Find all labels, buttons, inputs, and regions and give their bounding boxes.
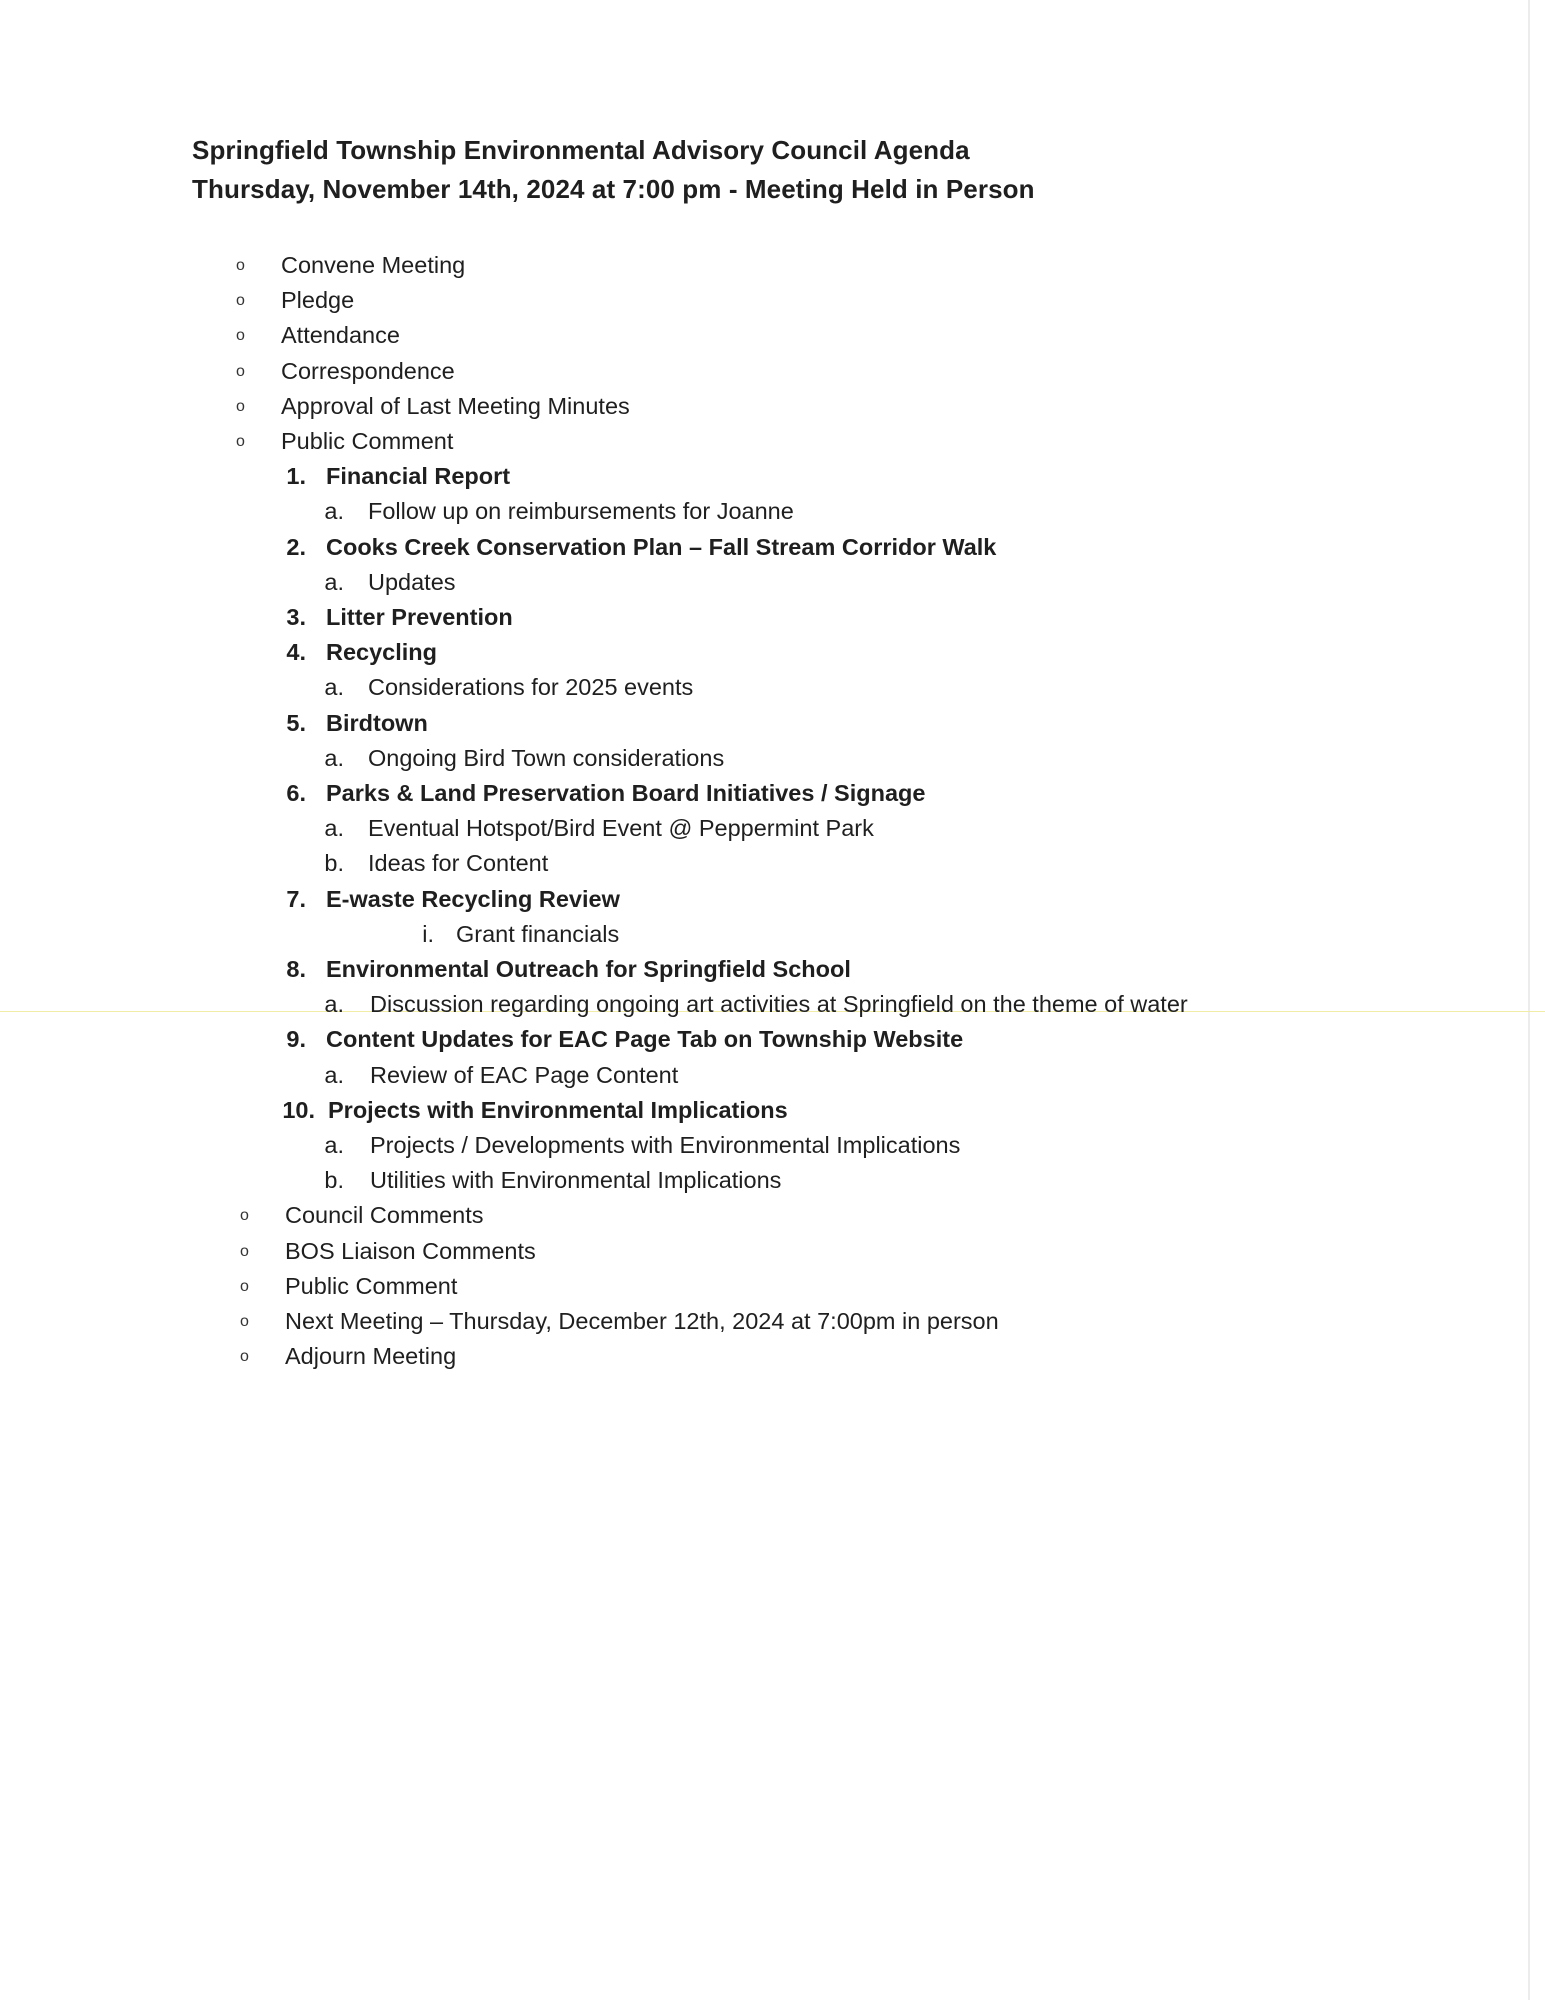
opening-item (0, 424, 1500, 459)
opening-item (0, 354, 1500, 389)
closing-item (0, 1234, 1500, 1269)
agenda-subitem-marker: a. (324, 744, 344, 771)
agenda-item-title: Financial Report (326, 463, 511, 490)
opening-item (0, 283, 1500, 318)
agenda-item (0, 635, 1500, 670)
agenda-item (0, 952, 1500, 987)
agenda-subitem-text: Discussion regarding ongoing art activities at Springfield on the theme of water (370, 991, 1188, 1018)
agenda-subitem-marker: a. (324, 1061, 344, 1088)
agenda-item (0, 600, 1500, 635)
agenda-subitem-text: Follow up on reimbursements for Joanne (368, 498, 794, 525)
opening-item (0, 248, 1500, 283)
closing-item (0, 1339, 1500, 1374)
agenda-item (0, 882, 1500, 917)
agenda-item-title: Litter Prevention (326, 604, 513, 630)
closing-item (0, 1198, 1500, 1233)
opening-item-label: Correspondence (281, 357, 455, 384)
agenda-subitem-text: Review of EAC Page Content (370, 1061, 679, 1088)
bullet-icon: o (240, 1348, 249, 1366)
agenda-subitem (0, 1058, 1500, 1093)
agenda-item-title: Recycling (326, 639, 438, 666)
agenda-subitem (0, 741, 1500, 776)
agenda-item-title: Cooks Creek Conservation Plan – Fall Stream Corridor Walk (326, 533, 997, 560)
closing-item-label: BOS Liaison Comments (285, 1237, 536, 1264)
agenda-item-title: Parks & Land Preservation Board Initiatives / Signage (326, 780, 926, 806)
bullet-icon: o (236, 362, 245, 380)
opening-item (0, 318, 1500, 353)
agenda-item-number: 2. (286, 533, 306, 560)
closing-item-label: Next Meeting – Thursday, December 12th, 2024 at 7:00pm in person (285, 1308, 999, 1334)
agenda-subitem-marker: a. (324, 1132, 344, 1158)
agenda-subitem-text: Updates (368, 568, 456, 595)
agenda-title: Springfield Township Environmental Advisory Council Agenda (192, 135, 970, 165)
agenda-subitem (0, 846, 1500, 881)
opening-item-label: Approval of Last Meeting Minutes (281, 392, 630, 419)
closing-item (0, 1304, 1500, 1339)
agenda-subitem-text: Projects / Developments with Environmental Implications (370, 1132, 961, 1158)
agenda-subitem-text: Eventual Hotspot/Bird Event @ Peppermint Park (368, 815, 874, 842)
agenda-item-title: Content Updates for EAC Page Tab on Township Website (326, 1026, 964, 1053)
agenda-subitem-text: Ongoing Bird Town considerations (368, 744, 725, 771)
agenda-item-number: 3. (286, 604, 306, 630)
bullet-icon: o (236, 397, 245, 415)
bullet-icon: o (236, 292, 245, 310)
agenda-subitem (0, 494, 1500, 529)
agenda-subitem (0, 565, 1500, 600)
meeting-date-line: Thursday, November 14th, 2024 at 7:00 pm - Meeting Held in Person (192, 174, 1035, 204)
bullet-icon: o (240, 1207, 249, 1225)
closing-item-label: Council Comments (285, 1202, 484, 1229)
agenda-item-number: 10. (282, 1096, 315, 1123)
closing-item (0, 1269, 1500, 1304)
bullet-icon: o (236, 433, 245, 450)
agenda-item (0, 1022, 1500, 1057)
agenda-item-number: 7. (286, 885, 306, 912)
agenda-subitem (0, 1128, 1500, 1163)
agenda-item-number: 6. (286, 780, 306, 806)
opening-item-label: Public Comment (281, 428, 454, 454)
agenda-item-number: 1. (286, 463, 306, 490)
agenda-item-number: 4. (286, 639, 306, 666)
agenda-item-title: E-waste Recycling Review (326, 885, 620, 912)
agenda-item (0, 706, 1500, 741)
opening-item (0, 389, 1500, 424)
agenda-item (0, 459, 1500, 494)
agenda-item-title: Environmental Outreach for Springfield School (326, 956, 851, 982)
bullet-icon: o (236, 257, 245, 274)
agenda-subitem-marker: a. (324, 498, 344, 525)
bullet-icon: o (236, 327, 245, 345)
agenda-item (0, 530, 1500, 565)
closing-item-label: Public Comment (285, 1272, 458, 1299)
opening-item-label: Convene Meeting (281, 252, 466, 278)
agenda-subitem-marker: a. (324, 674, 344, 701)
agenda-item (0, 1093, 1500, 1128)
agenda-subitem-marker: i. (422, 920, 434, 947)
agenda-subitem (0, 811, 1500, 846)
agenda-subitem (0, 1163, 1500, 1198)
agenda-item-title: Projects with Environmental Implications (328, 1096, 788, 1123)
agenda-subitem-text: Ideas for Content (368, 850, 549, 877)
agenda-subitem-text: Grant financials (456, 920, 620, 947)
agenda-subitem-marker: a. (324, 991, 344, 1018)
scan-page-edge (1528, 0, 1530, 2000)
agenda-subitem-marker: a. (324, 568, 344, 595)
opening-item-label: Pledge (281, 287, 355, 314)
closing-item-label: Adjourn Meeting (285, 1343, 457, 1370)
bullet-icon: o (240, 1242, 249, 1260)
agenda-subitem (0, 917, 1500, 952)
agenda-subitem-text: Utilities with Environmental Implications (370, 1167, 782, 1194)
bullet-icon: o (240, 1277, 249, 1295)
agenda-subitem (0, 670, 1500, 705)
bullet-icon: o (240, 1313, 249, 1330)
agenda-subitem (0, 987, 1500, 1022)
agenda-item-number: 9. (286, 1026, 306, 1053)
agenda-subitem-text: Considerations for 2025 events (368, 674, 694, 701)
agenda-item-number: 5. (286, 709, 306, 736)
agenda-item (0, 776, 1500, 811)
agenda-subitem-marker: a. (324, 815, 344, 842)
opening-item-label: Attendance (281, 322, 400, 349)
agenda-subitem-marker: b. (324, 1167, 344, 1194)
agenda-item-title: Birdtown (326, 709, 428, 736)
agenda-item-number: 8. (286, 956, 306, 982)
agenda-subitem-marker: b. (324, 850, 344, 877)
